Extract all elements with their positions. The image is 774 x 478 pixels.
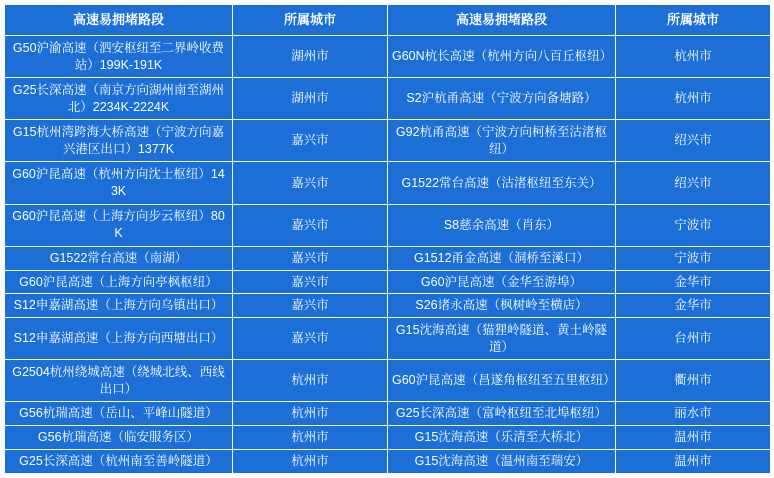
cell-city-left: 嘉兴市 — [233, 120, 388, 162]
table-row — [5, 450, 771, 474]
cell-road-right: G25长深高速（富岭枢纽至北埠枢纽） — [388, 402, 616, 426]
cell-road-left: G50沪渝高速（泗安枢纽至二界岭收费站）199K-191K — [5, 36, 233, 78]
cell-road-right: G15沈海高速（乐清至大桥北） — [388, 426, 616, 450]
table-row — [5, 426, 771, 450]
header-cell-road-right: 高速易拥堵路段 — [388, 5, 616, 36]
cell-road-right: G15沈海高速（温州南至瑞安） — [388, 450, 616, 474]
cell-city-left: 湖州市 — [233, 36, 388, 78]
cell-road-right: G1522常台高速（沽渚枢纽至东关） — [388, 162, 616, 204]
cell-road-right: S26诸永高速（枫树岭至横店） — [388, 294, 616, 318]
cell-road-left: G15杭州湾跨海大桥高速（宁波方向嘉兴港区出口）1377K — [5, 120, 233, 162]
cell-city-right: 温州市 — [616, 450, 771, 474]
cell-city-right: 金华市 — [616, 294, 771, 318]
cell-city-right: 金华市 — [616, 270, 771, 294]
table-row — [5, 360, 771, 402]
cell-city-right: 宁波市 — [616, 246, 771, 270]
table-header — [5, 5, 771, 36]
cell-road-right: G1512甬金高速（洞桥至溪口） — [388, 246, 616, 270]
cell-city-right: 衢州市 — [616, 360, 771, 402]
table-row — [5, 270, 771, 294]
cell-city-left: 杭州市 — [233, 360, 388, 402]
header-cell-city-right: 所属城市 — [616, 5, 771, 36]
cell-city-left: 嘉兴市 — [233, 246, 388, 270]
cell-city-right: 绍兴市 — [616, 120, 771, 162]
header-cell-city-left: 所属城市 — [233, 5, 388, 36]
cell-city-left: 嘉兴市 — [233, 318, 388, 360]
cell-city-right: 宁波市 — [616, 204, 771, 246]
cell-city-left: 杭州市 — [233, 402, 388, 426]
cell-city-right: 杭州市 — [616, 36, 771, 78]
header-cell-road-left: 高速易拥堵路段 — [5, 5, 233, 36]
header-row — [5, 5, 771, 36]
cell-city-right: 丽水市 — [616, 402, 771, 426]
cell-road-left: G25长深高速（南京方向湖州南至湖州北）2234K-2224K — [5, 78, 233, 120]
table-row — [5, 318, 771, 360]
cell-city-left: 嘉兴市 — [233, 294, 388, 318]
cell-city-left: 嘉兴市 — [233, 162, 388, 204]
cell-road-left: G25长深高速（杭州南至善岭隧道） — [5, 450, 233, 474]
cell-road-left: G2504杭州绕城高速（绕城北线、西线出口） — [5, 360, 233, 402]
cell-road-right: S2沪杭甬高速（宁波方向备塘路） — [388, 78, 616, 120]
table-row — [5, 162, 771, 204]
table-row — [5, 78, 771, 120]
table-row — [5, 246, 771, 270]
cell-road-right: G60沪昆高速（金华至游埠） — [388, 270, 616, 294]
cell-road-left: G60沪昆高速（上海方向步云枢纽）80K — [5, 204, 233, 246]
cell-road-left: S12申嘉湖高速（上海方向西塘出口） — [5, 318, 233, 360]
cell-city-right: 台州市 — [616, 318, 771, 360]
table-body — [5, 36, 771, 474]
cell-city-right: 温州市 — [616, 426, 771, 450]
table-row — [5, 402, 771, 426]
cell-road-right: G60N杭长高速（杭州方向八百丘枢纽） — [388, 36, 616, 78]
cell-city-left: 嘉兴市 — [233, 270, 388, 294]
cell-city-right: 杭州市 — [616, 78, 771, 120]
cell-road-right: G92杭甬高速（宁波方向柯桥至沽渚枢纽） — [388, 120, 616, 162]
cell-road-left: G60沪昆高速（杭州方向沈士枢纽）143K — [5, 162, 233, 204]
table-row — [5, 120, 771, 162]
cell-city-left: 杭州市 — [233, 426, 388, 450]
table-row — [5, 294, 771, 318]
cell-road-right: S8慈余高速（肖东） — [388, 204, 616, 246]
cell-road-right: G15沈海高速（猫狸岭隧道、黄土岭隧道） — [388, 318, 616, 360]
congested-highway-table — [4, 4, 771, 474]
table-row — [5, 204, 771, 246]
cell-road-left: G56杭瑞高速（岳山、平峰山隧道） — [5, 402, 233, 426]
cell-city-left: 嘉兴市 — [233, 204, 388, 246]
cell-city-left: 湖州市 — [233, 78, 388, 120]
cell-road-left: G60沪昆高速（上海方向亭枫枢纽） — [5, 270, 233, 294]
cell-road-right: G60沪昆高速（昌遂角枢纽至五里枢纽） — [388, 360, 616, 402]
table-row — [5, 36, 771, 78]
cell-road-left: G1522常台高速（南湖） — [5, 246, 233, 270]
cell-road-left: S12申嘉湖高速（上海方向乌镇出口） — [5, 294, 233, 318]
cell-city-left: 杭州市 — [233, 450, 388, 474]
cell-road-left: G56杭瑞高速（临安服务区） — [5, 426, 233, 450]
cell-city-right: 绍兴市 — [616, 162, 771, 204]
